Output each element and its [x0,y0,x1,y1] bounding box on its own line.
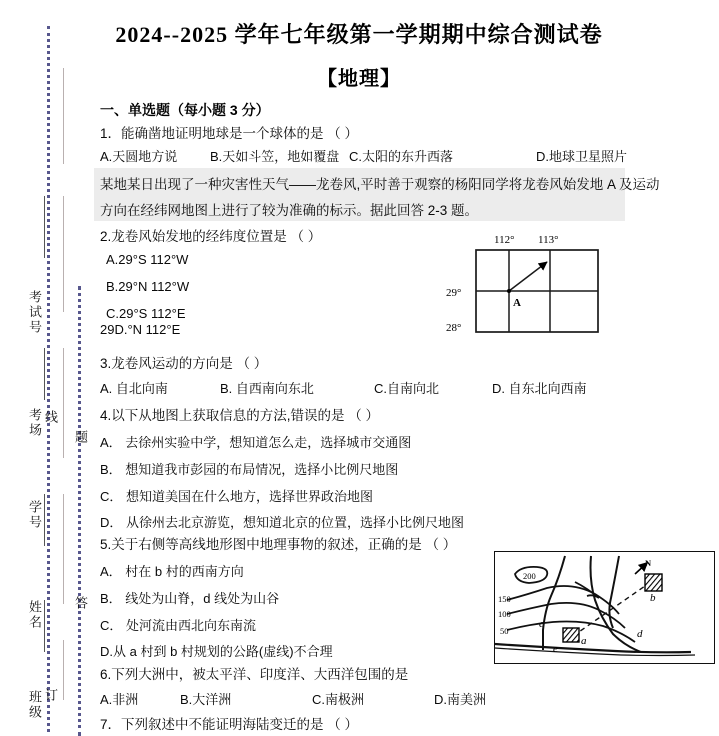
seal-char-xian: 线 [43,410,58,425]
margin-rule-5 [63,640,64,700]
question-7-stem: 7．下列叙述中不能证明海陆变迁的是 （ ） [100,717,359,732]
contour-point-d: d [637,628,643,640]
margin-field-class: 班级 [27,690,42,720]
field-underline-room [44,348,45,400]
question-6-option-d[interactable]: D.南美洲 [434,692,487,707]
seal-char-ding: 订 [43,688,58,703]
question-1-option-c[interactable]: C.太阳的东升西落 [349,149,454,164]
margin-field-name: 姓名 [27,600,42,630]
question-6-option-c[interactable]: C.南极洲 [312,692,365,707]
grid-label-lon-112: 112° [494,234,515,246]
margin-rule-1 [63,68,64,164]
contour-point-b: b [650,592,656,604]
margin-field-room: 考场 [27,408,42,438]
contour-label-100: 100 [498,609,511,619]
grid-label-lat-28: 28° [446,322,462,334]
section-heading: 一、单选题（每小题 3 分） [100,102,270,118]
question-3-stem: 3.龙卷风运动的方向是 （ ） [100,356,268,371]
question-6-option-a[interactable]: A.非洲 [100,692,139,707]
question-5-option-b[interactable]: B． 线处为山脊，d 线处为山谷 [100,591,280,606]
grid-point-a-label: A [513,297,521,309]
question-4-option-c[interactable]: C． 想知道美国在什么地方，选择世界政治地图 [100,489,374,504]
figure-latlong-grid [446,234,630,346]
contour-label-200: 200 [523,571,536,581]
subject-title: 【地理】 [317,68,401,90]
question-4-stem: 4.以下从地图上获取信息的方法,错误的是 （ ） [100,408,380,423]
question-1-option-b[interactable]: B.天如斗笠，地如覆盘 [210,149,340,164]
seal-dotted-line-inner [47,26,50,732]
margin-rule-2 [63,196,64,312]
question-4-option-b[interactable]: B． 想知道我市彭园的布局情况，选择小比例尺地图 [100,462,399,477]
question-6-stem: 6.下列大洲中，被太平洋、印度洋、大西洋包围的是 [100,667,409,682]
question-5-stem: 5.关于右侧等高线地形图中地理事物的叙述，正确的是 （ ） [100,537,457,552]
margin-rule-3 [63,348,64,458]
contour-point-e: e [553,643,558,655]
field-underline-studentno [44,494,45,546]
question-3-option-c[interactable]: C.自南向北 [374,381,440,396]
north-arrow-label: N [645,558,652,568]
grid-label-lon-113: 113° [538,234,559,246]
exam-sheet [94,0,719,736]
question-2-option-d[interactable]: 29D.°N 112°E [100,322,181,337]
question-3-option-a[interactable]: A. 自北向南 [100,381,168,396]
margin-field-examno: 考试号 [27,290,42,335]
grid-label-lat-29: 29° [446,287,462,299]
grid-diagram-svg [446,234,630,346]
contour-label-150: 150 [498,594,511,604]
contour-point-c: c [539,618,544,630]
question-2-stem: 2.龙卷风始发地的经纬度位置是 （ ） [100,229,322,244]
question-4-option-a[interactable]: A． 去徐州实验中学，想知道怎么走，选择城市交通图 [100,435,412,450]
seal-dotted-line-outer [78,286,81,736]
seal-char-da: 答 [73,596,88,611]
page-title: 2024--2025 学年七年级第一学期期中综合测试卷 [115,22,603,47]
question-2-option-b[interactable]: B.29°N 112°W [106,279,190,294]
margin-rule-4 [63,494,64,604]
figure-contour-map [494,551,715,664]
question-1-stem: 1．能确凿地证明地球是一个球体的是 （ ） [100,126,359,141]
question-5-option-c[interactable]: C． 处河流由西北向东南流 [100,618,257,633]
question-6-option-b[interactable]: B.大洋洲 [180,692,232,707]
question-2-option-c[interactable]: C.29°S 112°E [106,306,186,321]
question-2-option-a[interactable]: A.29°S 112°W [106,252,189,267]
margin-field-studentno: 学号 [27,500,42,530]
question-4-option-d[interactable]: D． 从徐州去北京游览，想知道北京的位置，选择小比例尺地图 [100,515,465,530]
question-3-option-d[interactable]: D. 自东北向西南 [492,381,587,396]
field-underline-examno [44,196,45,258]
contour-map-svg [495,552,711,660]
question-5-option-d[interactable]: D.从 a 村到 b 村规划的公路(虚线)不合理 [100,644,333,659]
question-5-option-a[interactable]: A． 村在 b 村的西南方向 [100,564,244,579]
question-1-option-a[interactable]: A.天圆地方说 [100,149,178,164]
seal-char-ti: 题 [73,430,88,445]
contour-point-a: a [581,635,587,647]
seal-margin [0,0,94,736]
stimulus-line-2: 方向在经纬网地图上进行了较为准确的标示。据此回答 2-3 题。 [100,203,479,218]
field-underline-name [44,600,45,652]
stimulus-line-1: 某地某日出现了一种灾害性天气——龙卷风,平时善于观察的杨阳同学将龙卷风始发地 A 及运动 [100,177,660,192]
contour-label-50: 50 [500,626,509,636]
question-3-option-b[interactable]: B. 自西南向东北 [220,381,314,396]
question-1-option-d[interactable]: D.地球卫星照片 [536,149,628,164]
